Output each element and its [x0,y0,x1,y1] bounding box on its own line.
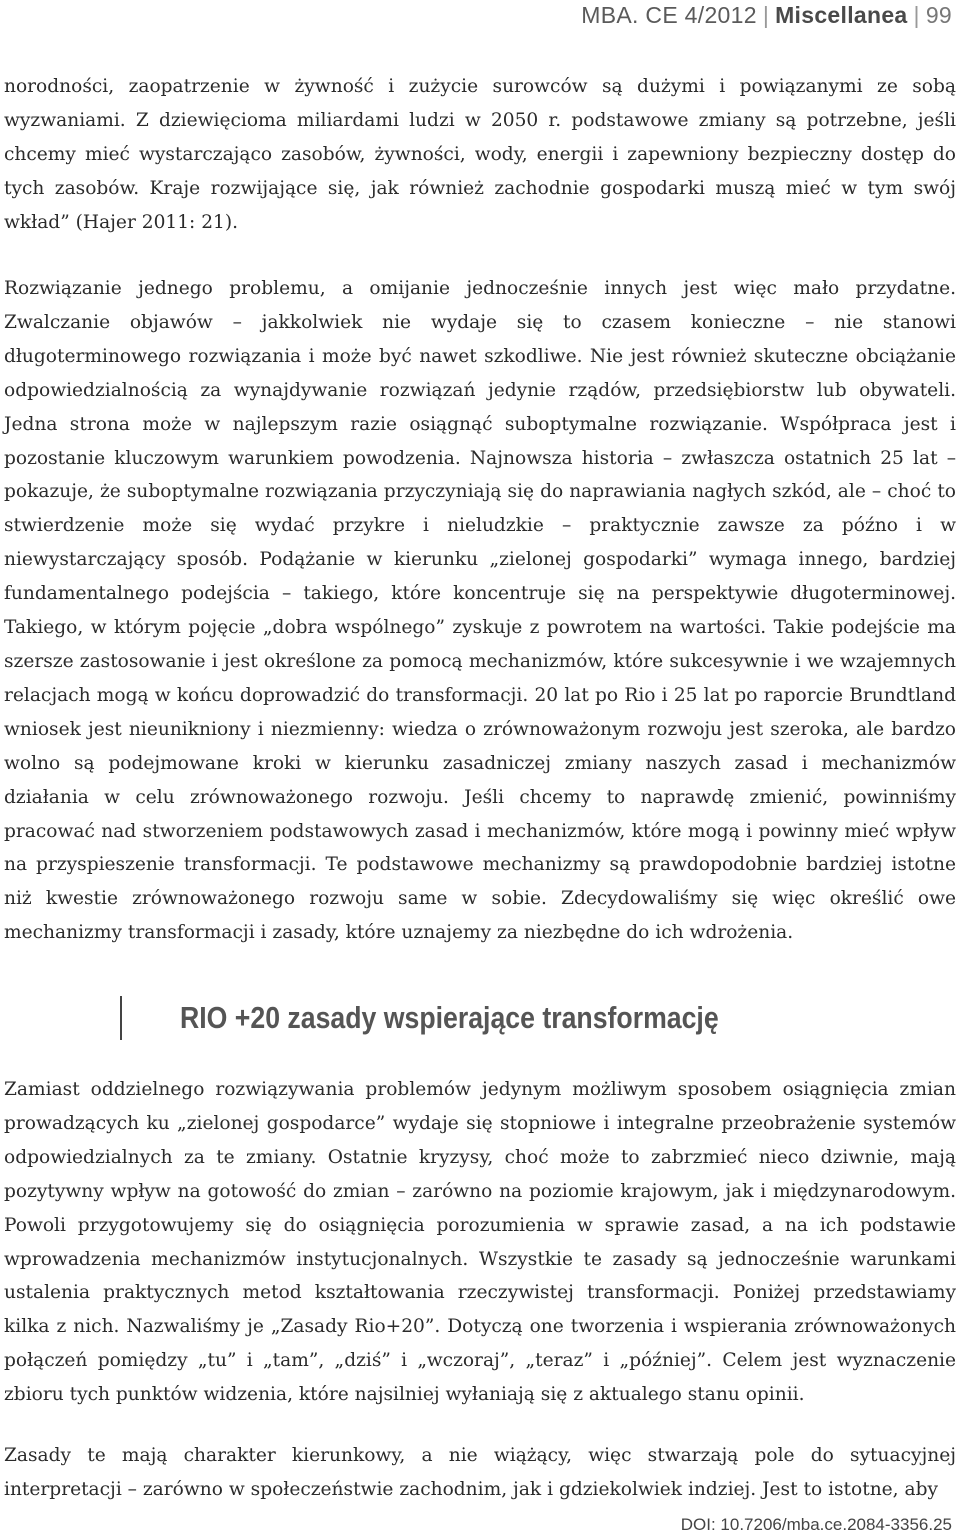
running-header [581,2,952,29]
paragraph-2: Rozwiązanie jednego problemu, a omijanie jednocześnie innych jest więc mało przydatne. Zwalczanie objawów – jakkolwiek nie wydaje się to czasem konieczne – nie stanowi długoterminowego rozwiązania i może być nawet szkodliwe. Nie jest również skuteczne obciążanie odpowiedzialnością za wynajdywanie rozwiązań jedynie rządów, przedsiębiorstw lub obywateli. Jedna strona może w najlepszym razie osiągnąć suboptymalne rozwiązanie. Współpraca jest i pozostanie kluczowym warunkiem powodzenia. Najnowsza historia – zwłaszcza ostatnich 25 lat – pokazuje, że suboptymalne rozwiązania przyczyniają się do naprawiania nagłych szkód, ale – choć to stwierdzenie może się wydać przykre i nieludzkie – praktycznie zawsze za późno i w niewystarczający sposób. Podążanie w kierunku „zielonej gospodarki” wymaga innego, bardziej fundamentalnego podejścia – takiego, które koncentruje się na perspektywie długoterminowej. Takiego, w którym pojęcie „dobra wspólnego” zyskuje z powrotem na wartości. Takie podejście ma szersze zastosowanie i jest określone za pomocą mechanizmów, które sukcesywnie i we wzajemnych relacjach mogą w końcu doprowadzić do transformacji. 20 lat po Rio i 25 lat po raporcie Brundtland wniosek jest nieunikniony i niezmienny: wiedza o zrównoważonym rozwoju jest szeroka, ale bardzo wolno są podejmowane kroki w kierunku zasadniczej zmiany naszych zasad i mechanizmów działania w celu zrównoważonego rozwoju. Jeśli chcemy to naprawdę zmienić, powinniśmy pracować nad stworzeniem podstawowych zasad i mechanizmów, które mogą i powinny mieć wpływ na przyspieszenie transformacji. Te podstawowe mechanizmy są prawdopodobnie bardziej istotne niż kwestie zrównoważonego rozwoju same w sobie. Zdecydowaliśmy się więc określić owe mechanizmy transformacji i zasady, które uznajemy za niezbędne do ich wdrożenia. [4,278,956,944]
paragraph-1: norodności, zaopatrzenie w żywność i zużycie surowców są dużymi i powiązanymi ze sobą wyzwaniami. Z dziewięcioma miliardami ludzi w 2050 r. podstawowe zmiany są potrzebne, jeśli chcemy mieć wystarczająco zasobów, żywności, wody, energii i zapewniony bezpieczny dostęp do tych zasobów. Kraje rozwijające się, jak również zachodnie gospodarki muszą mieć w tym swój wkład” (Hajer 2011: 21). [4,76,956,233]
journal-issue: MBA. CE 4/2012 [581,2,757,28]
page-number: 99 [925,2,952,28]
section-name: Miscellanea [775,2,908,28]
heading-accent-bar [120,996,122,1040]
paragraph-3: Zamiast oddzielnego rozwiązywania problemów jedynym możliwym sposobem osiągnięcia zmian prowadzących ku „zielonej gospodarce” wydaje się stopniowe i integralne przeobrażenie systemów odpowiedzialnych za te zmiany. Ostatnie kryzysy, choć może to zabrzmieć nieco dziwnie, mają pozytywny wpływ na gotowość do zmian – zarówno na poziomie krajowym, jak i międzynarodowym. Powoli przygotowujemy się do osiągnięcia porozumienia w sprawie zasad, a na ich podstawie wprowadzenia mechanizmów instytucjonalnych. Wszystkie te zasady są jednocześnie warunkami ustalenia praktycznych metod kształtowania rzeczywistej transformacji. Poniżej przedstawiamy kilka z nich. Nazwaliśmy je „Zasady Rio+20”. Dotyczą one tworzenia i wspierania zrównoważonych połączeń pomiędzy „tu” i „tam”, „dziś” i „wczoraj”, „teraz” i „później”. Celem jest wyznaczenie zbioru tych punktów widzenia, które najsilniej wyłaniają się z aktualego stanu opinii. [4,1079,956,1406]
header-separator: | [762,2,770,28]
heading-text: RIO +20 zasady wspierające transformację [180,1000,719,1035]
section-heading [120,996,920,1040]
header-separator: | [913,2,920,28]
doi-footer: DOI: 10.7206/mba.ce.2084-3356.25 [680,1515,952,1534]
paragraph-4: Zasady te mają charakter kierunkowy, a nie wiążący, więc stwarzają pole do sytuacyjnej interpretacji – zarówno w społeczeństwie zachodnim, jak i gdziekolwiek indziej. Jest to istotne, aby [4,1445,956,1500]
